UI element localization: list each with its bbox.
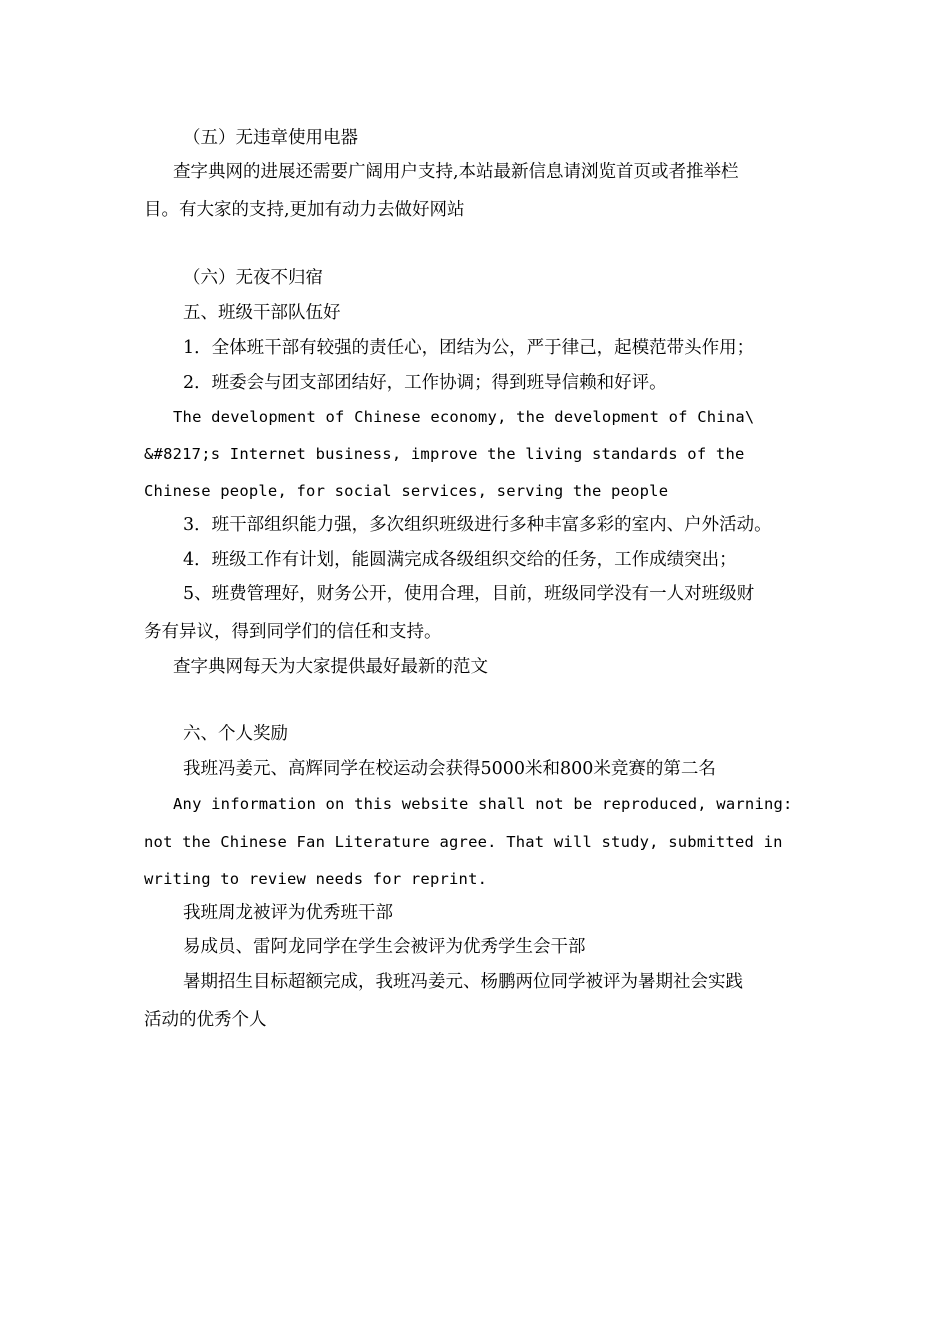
english-paragraph-line: not the Chinese Fan Literature agree. That will study, submitted in — [144, 833, 783, 851]
paragraph-line: 查字典网每天为大家提供最好最新的范文 — [173, 657, 488, 677]
english-paragraph-line: &#8217;s Internet business, improve the living standards of the — [144, 445, 745, 463]
award-line: 我班冯姜元、高辉同学在校运动会获得5000米和800米竞赛的第二名 — [183, 759, 716, 779]
english-paragraph-line: Chinese people, for social services, serving the people — [144, 482, 669, 500]
english-paragraph-line: The development of Chinese economy, the development of China\ — [173, 408, 755, 426]
award-line: 易成员、雷阿龙同学在学生会被评为优秀学生会干部 — [183, 937, 586, 957]
section-heading-cadres: 五、班级干部队伍好 — [183, 303, 341, 323]
list-item-2: 2．班委会与团支部团结好，工作协调；得到班导信赖和好评。 — [183, 373, 667, 393]
list-item-1: 1．全体班干部有较强的责任心，团结为公，严于律己，起模范带头作用； — [183, 338, 755, 358]
award-line: 我班周龙被评为优秀班干部 — [183, 903, 393, 923]
section-heading-6: （六）无夜不归宿 — [183, 268, 323, 288]
award-line: 暑期招生目标超额完成，我班冯姜元、杨鹏两位同学被评为暑期社会实践 — [183, 972, 743, 992]
paragraph-line: 查字典网的进展还需要广阔用户支持,本站最新信息请浏览首页或者推举栏 — [173, 162, 739, 182]
list-item-5: 5、班费管理好，财务公开，使用合理，目前，班级同学没有一人对班级财 — [183, 584, 755, 604]
english-paragraph-line: Any information on this website shall not be reproduced, warning: — [173, 795, 793, 813]
paragraph-line: 活动的优秀个人 — [144, 1010, 267, 1030]
list-item-3: 3．班干部组织能力强，多次组织班级进行多种丰富多彩的室内、户外活动。 — [183, 515, 772, 535]
section-heading-awards: 六、个人奖励 — [183, 724, 288, 744]
english-paragraph-line: writing to review needs for reprint. — [144, 870, 488, 888]
paragraph-line: 目。有大家的支持,更加有动力去做好网站 — [144, 200, 465, 220]
paragraph-line: 务有异议，得到同学们的信任和支持。 — [144, 622, 442, 642]
section-heading-5: （五）无违章使用电器 — [183, 128, 358, 148]
list-item-4: 4．班级工作有计划，能圆满完成各级组织交给的任务，工作成绩突出； — [183, 550, 737, 570]
